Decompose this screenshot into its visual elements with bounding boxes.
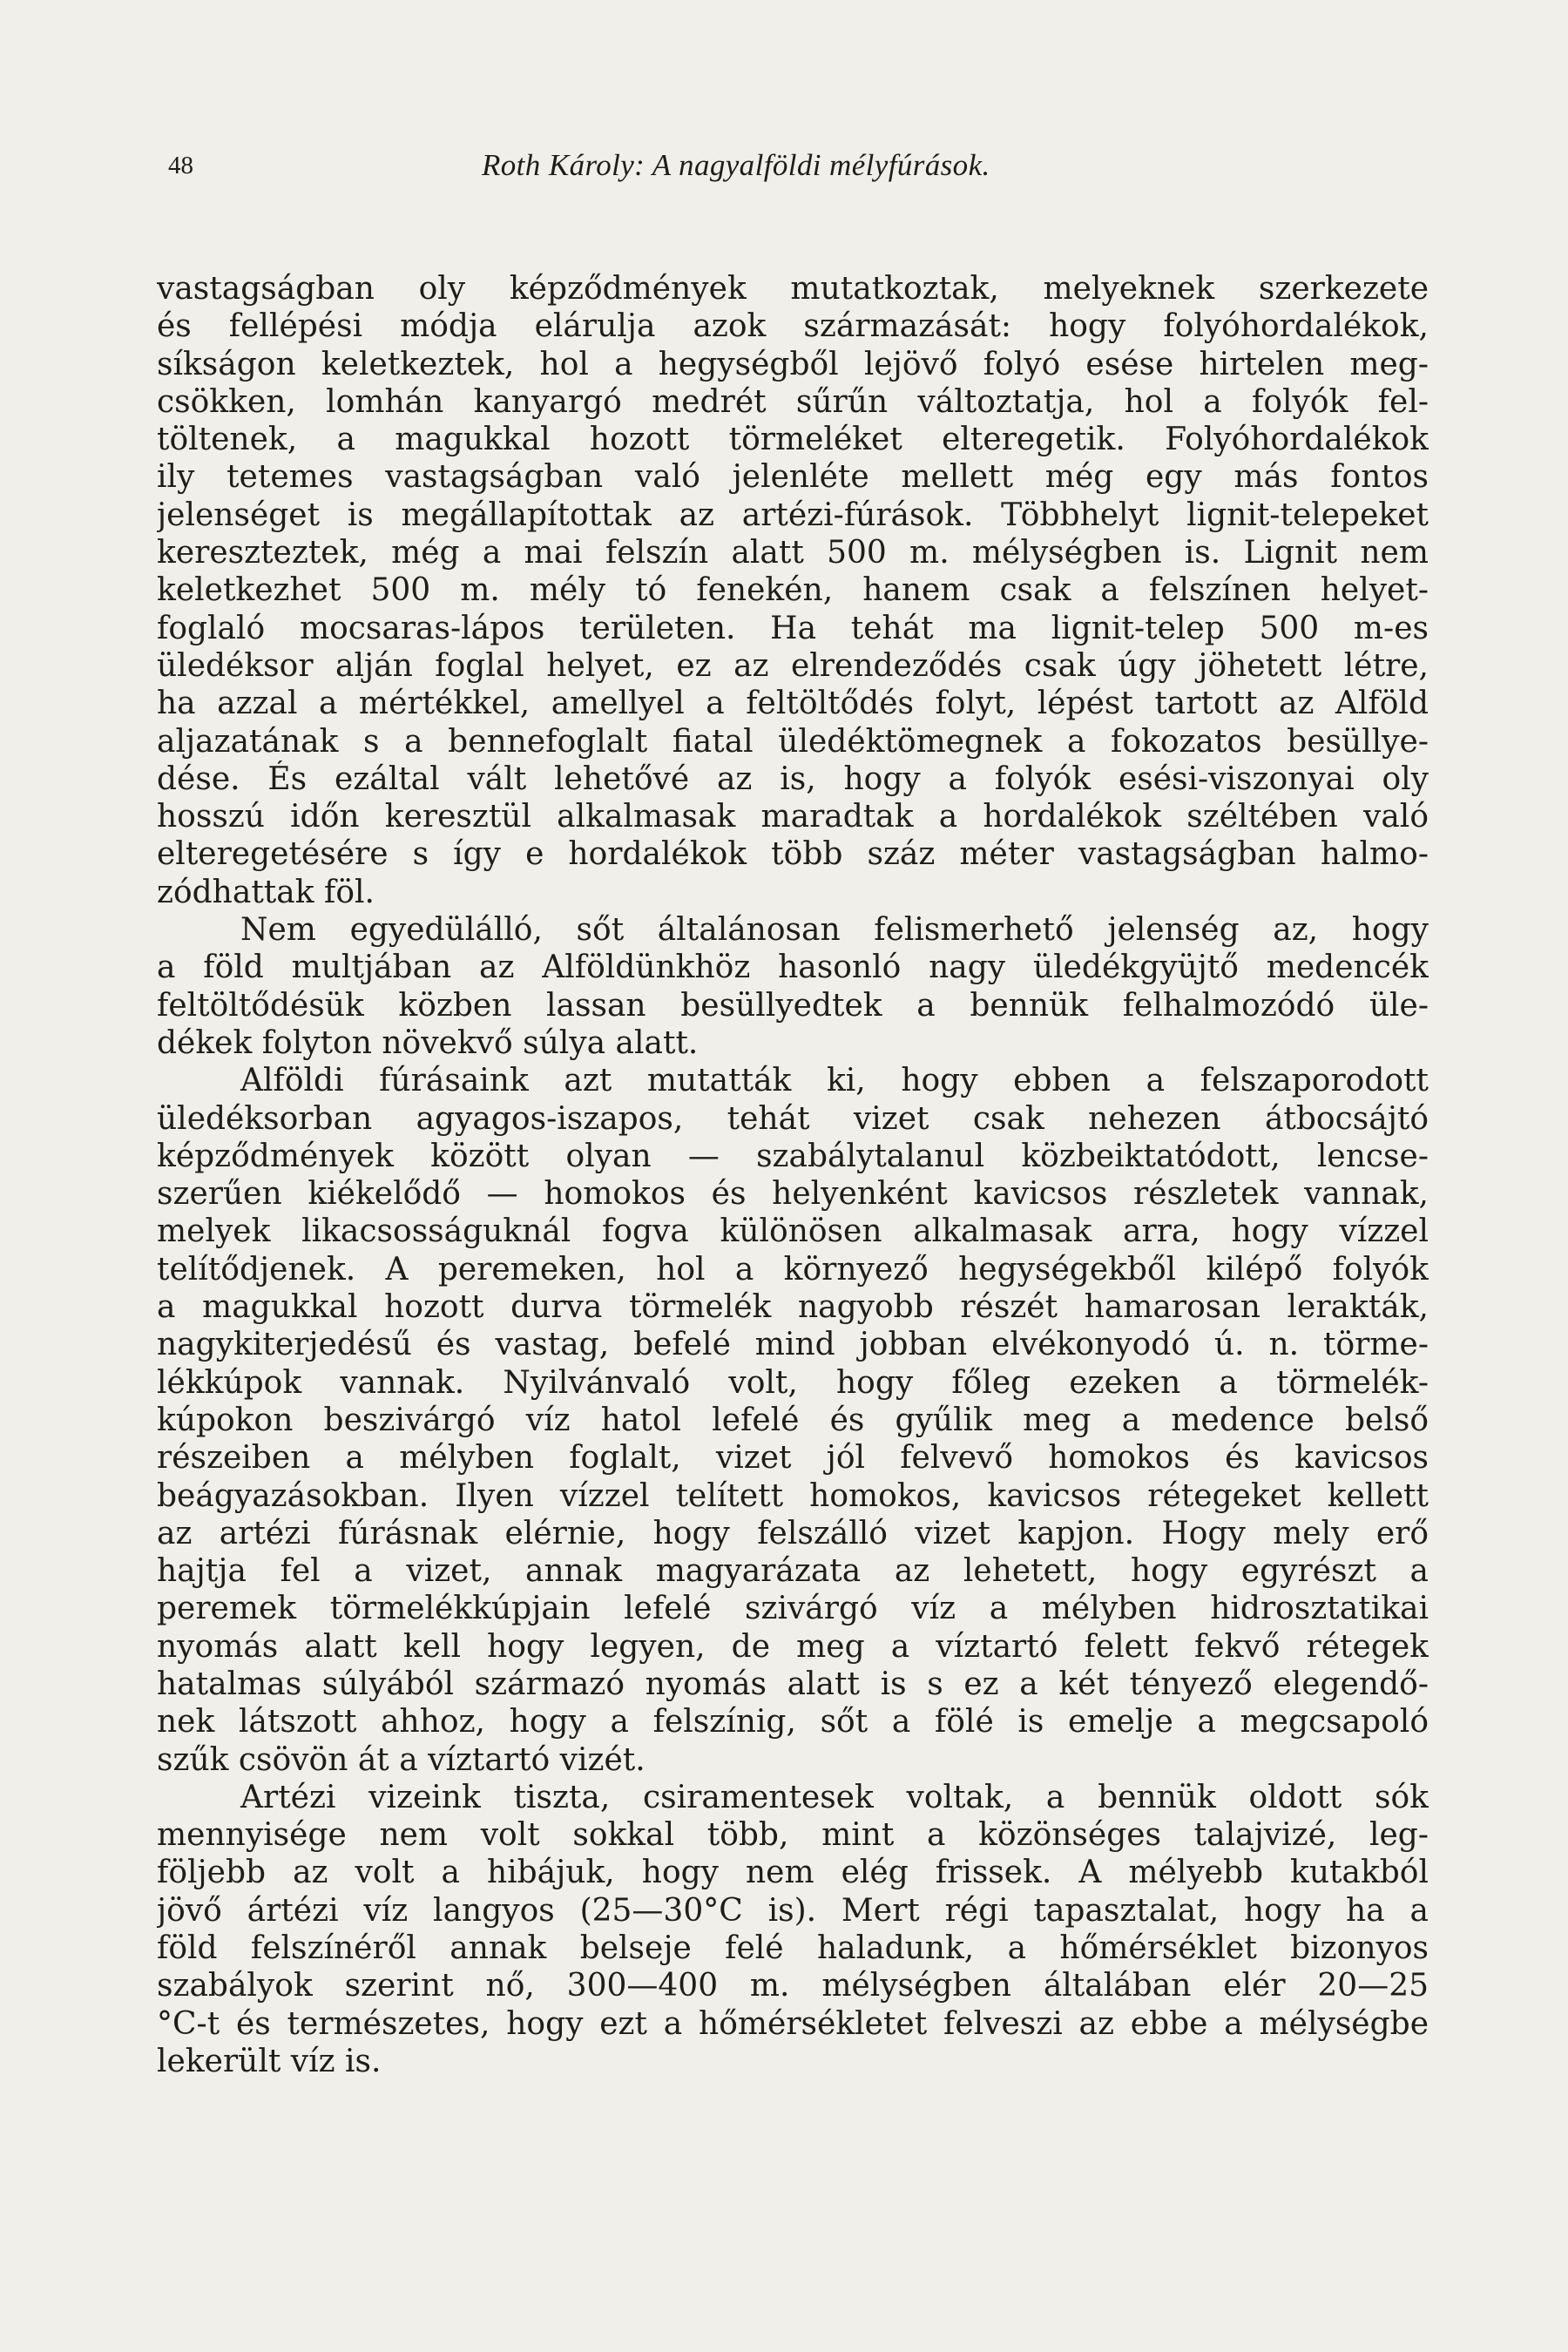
text-line: dékek folyton növekvő súlya alatt.	[157, 1024, 699, 1061]
text-line: telítődjenek. A peremeken, hol a környező hegységekből kilépő folyók	[157, 1251, 1429, 1288]
text-line: üledéksorban agyagos-iszapos, tehát vizet csak nehezen átbocsájtó	[157, 1100, 1429, 1137]
text-line: kereszteztek, még a mai felszín alatt 500 m. mélységben is. Lignit nem	[157, 535, 1429, 571]
text-line: szerűen kiékelődő — homokos és helyenként kavicsos részletek vannak,	[157, 1176, 1429, 1213]
text-line: csökken, lomhán kanyargó medrét sűrűn változtatja, hol a folyók fel-	[157, 383, 1429, 420]
text-line: töltenek, a magukkal hozott törmeléket elteregetik. Folyóhordalékok	[157, 422, 1429, 458]
text-line: Artézi vizeink tiszta, csiramentesek voltak, a bennük oldott sók	[240, 1779, 1429, 1815]
text-line: foglaló mocsaras-lápos területen. Ha tehát ma lignit-telep 500 m-es	[157, 610, 1429, 646]
text-line: vastagságban oly képződmények mutatkoztak, melyeknek szerkezete	[157, 271, 1429, 307]
text-line: Nem egyedülálló, sőt általánosan felismerhető jelenség az, hogy	[240, 912, 1429, 949]
text-line: ha azzal a mértékkel, amellyel a feltöltődés folyt, lépést tartott az Alföld	[157, 686, 1429, 722]
text-line: peremek törmelékkúpjain lefelé szivárgó víz a mélyben hidrosztatikai	[157, 1591, 1429, 1627]
text-line: hatalmas súlyából származó nyomás alatt is s ez a két tényező elegendő-	[157, 1666, 1429, 1702]
text-line: jelenséget is megállapítottak az artézi-fúrások. Többhelyt lignit-telepeket	[157, 497, 1429, 533]
body-text	[157, 270, 1429, 2080]
text-line: melyek likacsosságuknál fogva különösen alkalmasak arra, hogy vízzel	[157, 1213, 1429, 1250]
running-title: Roth Károly: A nagyalföldi mélyfúrások.	[482, 148, 990, 182]
text-line: elteregetésére s így e hordalékok több száz méter vastagságban halmo-	[157, 836, 1429, 873]
text-line: és fellépési módja elárulja azok származását: hogy folyóhordalékok,	[157, 308, 1429, 345]
text-line: az artézi fúrásnak elérnie, hogy felszálló vizet kapjon. Hogy mely erő	[157, 1515, 1429, 1551]
text-line: aljazatának s a bennefoglalt fiatal üledéktömegnek a fokozatos besüllye-	[157, 723, 1429, 760]
text-line: nyomás alatt kell hogy legyen, de meg a víztartó felett fekvő rétegek	[157, 1628, 1429, 1665]
text-line: Alföldi fúrásaink azt mutatták ki, hogy ebben a felszaporodott	[240, 1063, 1429, 1099]
text-line: mennyisége nem volt sokkal több, mint a közönséges talajvizé, leg-	[157, 1817, 1429, 1854]
text-line: szabályok szerint nő, 300—400 m. mélységben általában elér 20—25	[157, 1968, 1429, 2004]
text-line: keletkezhet 500 m. mély tó fenekén, hanem csak a felszínen helyet-	[157, 572, 1429, 609]
text-line: szűk csövön át a víztartó vizét.	[157, 1741, 645, 1778]
text-line: ily tetemes vastagságban való jelenléte mellett még egy más fontos	[157, 459, 1429, 496]
text-line: nagykiterjedésű és vastag, befelé mind jobban elvékonyodó ú. n. törme-	[157, 1327, 1429, 1363]
text-line: zódhattak föl.	[157, 874, 375, 910]
page-number: 48	[168, 152, 193, 179]
text-line: dése. És ezáltal vált lehetővé az is, hogy a folyók esési-viszonyai oly	[157, 760, 1429, 797]
text-line: lékkúpok vannak. Nyilvánvaló volt, hogy főleg ezeken a törmelék-	[157, 1364, 1429, 1401]
text-line: nek látszott ahhoz, hogy a felszínig, sőt a fölé is emelje a megcsapoló	[157, 1704, 1429, 1740]
text-line: °C-t és természetes, hogy ezt a hőmérsékletet felveszi az ebbe a mélységbe	[157, 2005, 1429, 2042]
text-line: jövő ártézi víz langyos (25—30°C is). Mert régi tapasztalat, hogy ha a	[157, 1892, 1429, 1929]
text-line: üledéksor alján foglal helyet, ez az elrendeződés csak úgy jöhetett létre,	[157, 647, 1429, 684]
text-line: beágyazásokban. Ilyen vízzel telített homokos, kavicsos rétegeket kellett	[157, 1477, 1429, 1514]
text-line: képződmények között olyan — szabálytalanul közbeiktatódott, lencse-	[157, 1138, 1429, 1174]
text-line: kúpokon beszivárgó víz hatol lefelé és gyűlik meg a medence belső	[157, 1402, 1429, 1438]
text-line: a föld multjában az Alföldünkhöz hasonló nagy üledékgyüjtő medencék	[157, 950, 1429, 986]
text-line: síkságon keletkeztek, hol a hegységből lejövő folyó esése hirtelen meg-	[157, 346, 1429, 382]
text-line: feltöltődésük közben lassan besüllyedtek a bennük felhalmozódó üle-	[157, 987, 1429, 1024]
text-line: hajtja fel a vizet, annak magyarázata az lehetett, hogy egyrészt a	[157, 1553, 1429, 1590]
text-line: részeiben a mélyben foglalt, vizet jól felvevő homokos és kavicsos	[157, 1440, 1429, 1477]
text-line: hosszú időn keresztül alkalmasak maradtak a hordalékok széltében való	[157, 799, 1429, 835]
text-line: lekerült víz is.	[157, 2043, 382, 2079]
page-header	[168, 146, 1423, 185]
text-line: föld felszínéről annak belseje felé haladunk, a hőmérséklet bizonyos	[157, 1930, 1429, 1967]
text-line: följebb az volt a hibájuk, hogy nem elég frissek. A mélyebb kutakból	[157, 1855, 1429, 1891]
text-line: a magukkal hozott durva törmelék nagyobb részét hamarosan lerakták,	[157, 1289, 1429, 1326]
